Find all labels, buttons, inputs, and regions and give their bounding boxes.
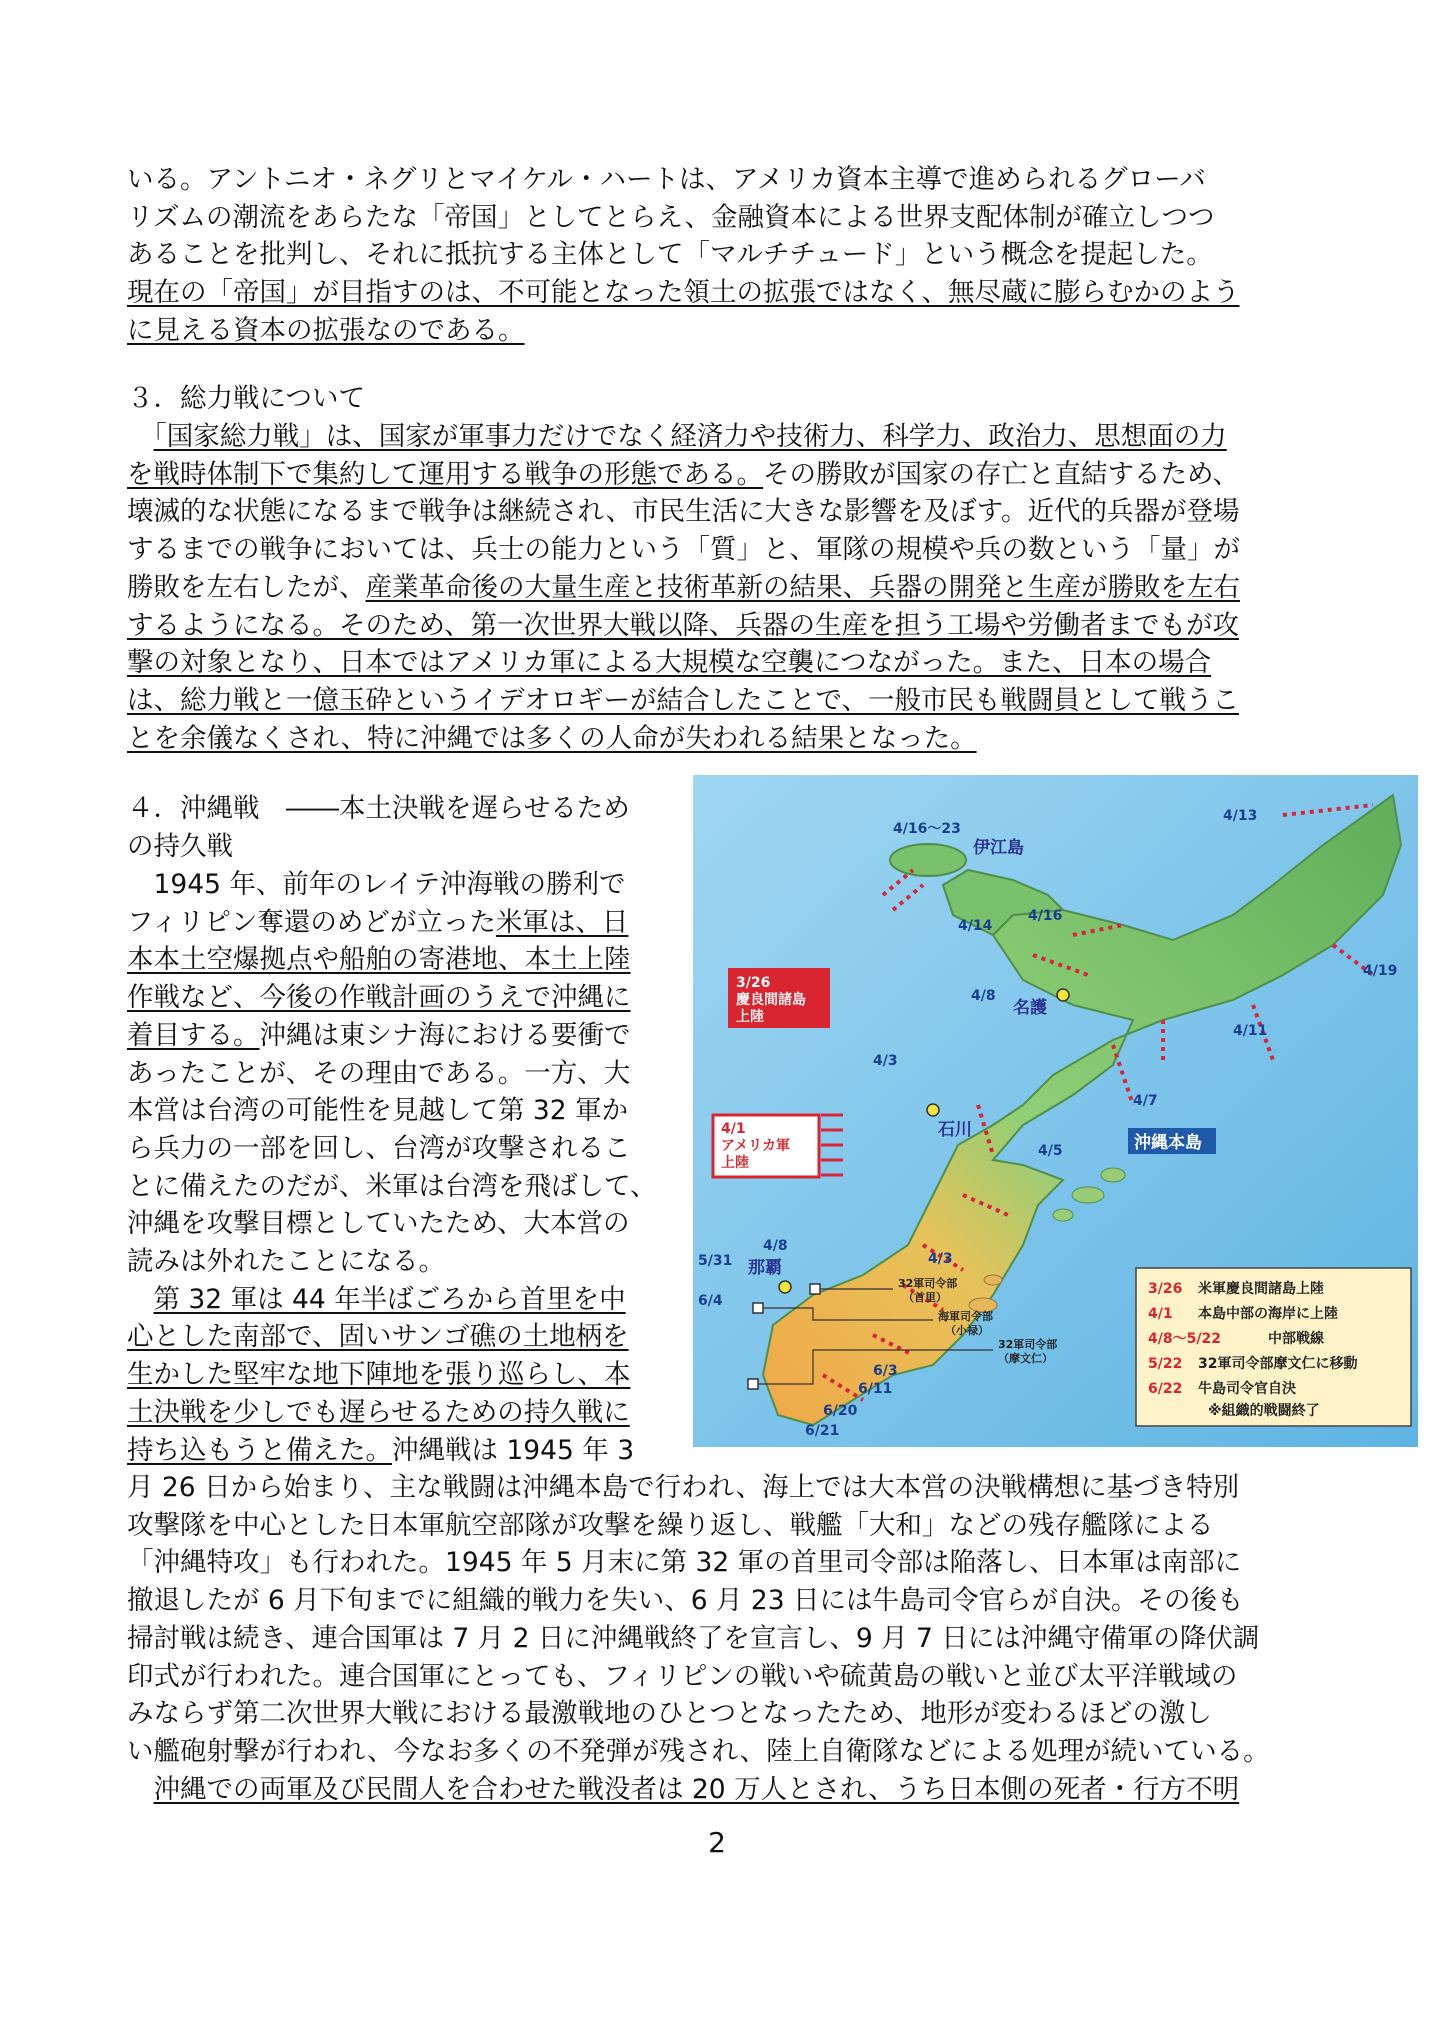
date-label: 5/31 <box>698 1253 733 1269</box>
text-segment: 沖縄を攻撃目標としていたため、大本営の <box>127 1208 630 1240</box>
underlined-text: 米軍は、日 <box>495 906 629 938</box>
date-label: 6/21 <box>805 1423 840 1439</box>
nago-marker <box>1057 989 1069 1001</box>
islet <box>1072 1187 1104 1203</box>
text-line <box>127 1507 1315 1545</box>
text-line <box>127 1394 667 1432</box>
legend-note: ※組織的戦闘終了 <box>1208 1403 1320 1419</box>
text-segment: 本営は台湾の可能性を見越して第 32 軍か <box>127 1095 629 1127</box>
date-label: 6/11 <box>858 1381 893 1397</box>
section4-full-text <box>127 1469 1315 1808</box>
section4-heading-line: ４．沖縄戦 ――本土決戦を遅らせるため <box>127 793 630 824</box>
text-line <box>127 1432 667 1470</box>
legend-text: 米軍慶良間諸島上陸 <box>1198 1281 1324 1297</box>
text-line <box>127 274 1315 312</box>
text-line <box>127 1356 667 1394</box>
text-line <box>127 1281 667 1319</box>
date-label: 4/16 <box>1028 908 1063 924</box>
underlined-text: 作戦など、今後の作戦計画のうえで沖縄に <box>127 982 631 1014</box>
intro-paragraph <box>127 161 1315 350</box>
callout-41-line: 4/1 <box>721 1121 746 1137</box>
text-segment: 壊滅的な状態になるまで戦争は継続され、市民生活に大きな影響を及ぼす。近代的兵器が登場 <box>127 496 1240 528</box>
date-label: 4/8 <box>971 988 996 1004</box>
text-line <box>127 1318 667 1356</box>
text-segment: 撤退したが 6 月下旬までに組織的戦力を失い、6 月 23 日には牛島司令官らが自決。その後も <box>127 1585 1244 1617</box>
callout-41-line: 上陸 <box>721 1155 749 1171</box>
text-segment: 勝敗を左右したが、 <box>127 571 366 603</box>
underlined-text: 産業革命後の大量生産と技術革新の結果、兵器の開発と生産が勝敗を左右 <box>365 571 1240 603</box>
navy-hq-marker <box>753 1303 763 1313</box>
text-segment: い艦砲射撃が行われ、今なお多くの不発弾が残され、陸上自衛隊などによる処理が続いている。 <box>127 1735 1270 1767</box>
legend-date: 6/22 <box>1148 1381 1183 1397</box>
ishikawa-marker <box>927 1104 939 1116</box>
naha-marker <box>779 1281 791 1293</box>
text-line <box>127 1658 1315 1696</box>
underlined-text: 土決戦を少しでも遅らせるための持久戦に <box>127 1396 630 1428</box>
date-label: 4/16～23 <box>893 821 961 837</box>
place-nago: 名護 <box>1013 998 1047 1018</box>
mabuni-hq-marker <box>748 1379 758 1389</box>
text-line <box>127 644 1315 682</box>
text-line <box>127 866 667 904</box>
date-label: 4/3 <box>873 1053 898 1069</box>
text-line <box>127 1620 1315 1658</box>
text-segment: 沖縄戦は 1945 年 3 <box>392 1434 635 1466</box>
okinawa-battle-map <box>693 775 1418 1447</box>
place-naha: 那覇 <box>748 1258 782 1278</box>
text-line <box>127 1582 1315 1620</box>
callout-326-line: 3/26 <box>736 975 771 991</box>
legend-text: 32軍司令部摩文仁に移動 <box>1198 1356 1358 1372</box>
callout-41-line: アメリカ軍 <box>721 1138 791 1154</box>
hq-label: （摩文仁） <box>998 1352 1053 1365</box>
underlined-text: 現在の「帝国」が目指すのは、不可能となった領土の拡張ではなく、無尽蔵に膨らむかのよう <box>127 277 1240 309</box>
shuri-hq-marker <box>810 1284 820 1294</box>
underlined-text: とを余儀なくされ、特に沖縄では多くの人命が失われる結果となった。 <box>127 722 977 754</box>
text-line <box>127 236 1315 274</box>
text-line <box>127 941 667 979</box>
text-segment: リズムの潮流をあらたな「帝国」としてとらえ、金融資本による世界支配体制が確立しつつ <box>127 201 1215 233</box>
text-line <box>127 418 1315 456</box>
underlined-text: に見える資本の拡張なのである。 <box>127 314 525 346</box>
text-line <box>127 456 1315 494</box>
text-segment: ら兵力の一部を回し、台湾が攻撃されるこ <box>127 1132 631 1164</box>
text-line <box>127 1771 1315 1809</box>
date-label: 4/7 <box>1133 1093 1158 1109</box>
legend-date: 4/8～5/22 <box>1148 1331 1221 1347</box>
underlined-text: 第 32 軍は 44 年半ばごろから首里を中 <box>153 1283 626 1315</box>
text-segment: とに備えたのだが、米軍は台湾を飛ばして、 <box>127 1170 657 1202</box>
date-label: 4/13 <box>1223 808 1258 824</box>
legend-text: 本島中部の海岸に上陸 <box>1198 1306 1338 1322</box>
text-segment: 読みは外れたことになる。 <box>127 1246 445 1278</box>
callout-326-line: 上陸 <box>736 1009 764 1025</box>
text-segment: するまでの戦争においては、兵士の能力という「質」と、軍隊の規模や兵の数という「量」が <box>127 534 1240 566</box>
underlined-text: を戦時体制下で集約して運用する戦争の形態である。 <box>127 458 763 490</box>
text-line <box>127 1017 667 1055</box>
page-number: 2 <box>708 1826 726 1859</box>
text-line <box>127 569 1315 607</box>
hq-label: （首里） <box>903 1291 947 1304</box>
text-segment: みならず第二次世界大戦における最激戦地のひとつとなったため、地形が変わるほどの激し <box>127 1698 1212 1730</box>
section4-column-text <box>127 866 667 1469</box>
date-label: 6/4 <box>698 1293 723 1309</box>
text-segment: 「沖縄特攻」も行われた。1945 年 5 月末に第 32 軍の首里司令部は陥落し、日本軍は南部に <box>127 1547 1242 1579</box>
text-segment: あったことが、その理由である。一方、大 <box>127 1057 631 1089</box>
text-line <box>127 904 667 942</box>
text-line <box>127 720 1315 758</box>
text-line <box>127 493 1315 531</box>
underlined-text: 「国家総力戦」は、国家が軍事力だけでなく経済力や技術力、科学力、政治力、思想面の力 <box>153 421 1227 452</box>
text-line <box>127 1130 667 1168</box>
text-line <box>127 199 1315 237</box>
underlined-text: 着目する。 <box>127 1019 260 1051</box>
text-line <box>127 607 1315 645</box>
text-segment: いる。アントニオ・ネグリとマイケル・ハートは、アメリカ資本主導で進められるグローバ <box>127 164 1206 195</box>
text-line <box>127 1055 667 1093</box>
text-segment: フィリピン奪還のめどが立った <box>127 906 496 938</box>
text-line <box>127 312 1315 350</box>
hq-label: 32軍司令部 <box>898 1277 958 1290</box>
underlined-text: 沖縄での両軍及び民間人を合わせた戦没者は 20 万人とされ、うち日本側の死者・行方不明 <box>153 1773 1240 1805</box>
date-label: 4/8 <box>763 1238 788 1254</box>
underlined-text: するようになる。そのため、第一次世界大戦以降、兵器の生産を担う工場や労働者までもが攻 <box>127 609 1239 641</box>
text-line <box>127 1243 667 1281</box>
text-line <box>127 531 1315 569</box>
text-line <box>127 1469 1315 1507</box>
text-line <box>127 161 1315 199</box>
section3-paragraph <box>127 418 1315 757</box>
date-label: 4/19 <box>1363 963 1398 979</box>
text-segment: その勝敗が国家の存亡と直結するため、 <box>763 458 1239 490</box>
date-label: 4/11 <box>1233 1023 1268 1039</box>
section3-heading: ３．総力戦について <box>127 383 365 414</box>
text-segment: 沖縄は東シナ海における要衝で <box>259 1019 631 1051</box>
islet <box>1101 1168 1125 1182</box>
underlined-text: は、総力戦と一億玉砕というイデオロギーが結合したことで、一般市民も戦闘員として戦うこ <box>127 684 1239 716</box>
text-segment: 1945 年、前年のレイテ沖海戦の勝利で <box>127 869 626 900</box>
text-line <box>127 1092 667 1130</box>
date-label: 4/3 <box>928 1251 953 1267</box>
islet <box>984 1275 1002 1285</box>
legend-text: 牛島司令官自決 <box>1198 1381 1296 1397</box>
text-segment: あることを批判し、それに抵抗する主体として「マルチチュード」という概念を提起した。 <box>127 239 1213 271</box>
place-ishikawa: 石川 <box>938 1120 972 1140</box>
hq-label: 海軍司令部 <box>938 1310 993 1323</box>
text-line <box>127 1168 667 1206</box>
text-segment: 月 26 日から始まり、主な戦闘は沖縄本島で行われ、海上では大本営の決戦構想に基づき特別 <box>127 1472 1240 1503</box>
date-label: 4/14 <box>958 918 993 934</box>
underlined-text: 持ち込もうと備えた。 <box>127 1434 392 1466</box>
callout-326-line: 慶良間諸島 <box>736 992 806 1008</box>
text-line <box>127 682 1315 720</box>
text-segment <box>127 1774 154 1805</box>
legend-date: 4/1 <box>1148 1306 1173 1322</box>
map-legend <box>1136 1268 1411 1426</box>
hq-label: 32軍司令部 <box>998 1338 1058 1351</box>
text-line <box>127 1733 1315 1771</box>
legend-date: 3/26 <box>1148 1281 1183 1297</box>
text-line <box>127 979 667 1017</box>
underlined-text: 撃の対象となり、日本ではアメリカ軍による大規模な空襲につながった。また、日本の場合 <box>127 647 1212 679</box>
text-segment: 印式が行われた。連合国軍にとっても、フィリピンの戦いや硫黄島の戦いと並び太平洋戦域の <box>127 1660 1238 1692</box>
place-ie: 伊江島 <box>973 838 1024 858</box>
ie-island <box>890 844 966 876</box>
islet <box>1053 1209 1073 1221</box>
text-segment <box>127 421 154 452</box>
date-label: 6/3 <box>873 1363 898 1379</box>
date-label: 6/20 <box>823 1403 858 1419</box>
text-segment: 攻撃隊を中心とした日本軍航空部隊が攻撃を繰り返し、戦艦「大和」などの残存艦隊による <box>127 1509 1214 1541</box>
text-line <box>127 1695 1315 1733</box>
section4-heading-line: の持久戦 <box>127 830 233 862</box>
place-honto: 沖縄本島 <box>1134 1133 1202 1153</box>
section4-heading <box>127 790 667 865</box>
underlined-text: 心とした南部で、固いサンゴ礁の土地柄を <box>127 1321 629 1353</box>
text-line <box>127 1544 1315 1582</box>
text-segment <box>127 1284 154 1315</box>
text-line <box>127 1205 667 1243</box>
legend-text: 中部戦線 <box>1268 1331 1324 1347</box>
text-segment: 掃討戦は続き、連合国軍は 7 月 2 日に沖縄戦終了を宣言し、9 月 7 日には沖縄守備軍の降伏調 <box>127 1622 1260 1654</box>
legend-date: 5/22 <box>1148 1356 1183 1372</box>
underlined-text: 本本土空爆拠点や船舶の寄港地、本土上陸 <box>127 944 631 976</box>
underlined-text: 生かした堅牢な地下陣地を張り巡らし、本 <box>127 1359 631 1391</box>
date-label: 4/5 <box>1038 1143 1063 1159</box>
hq-label: （小禄） <box>945 1324 989 1337</box>
